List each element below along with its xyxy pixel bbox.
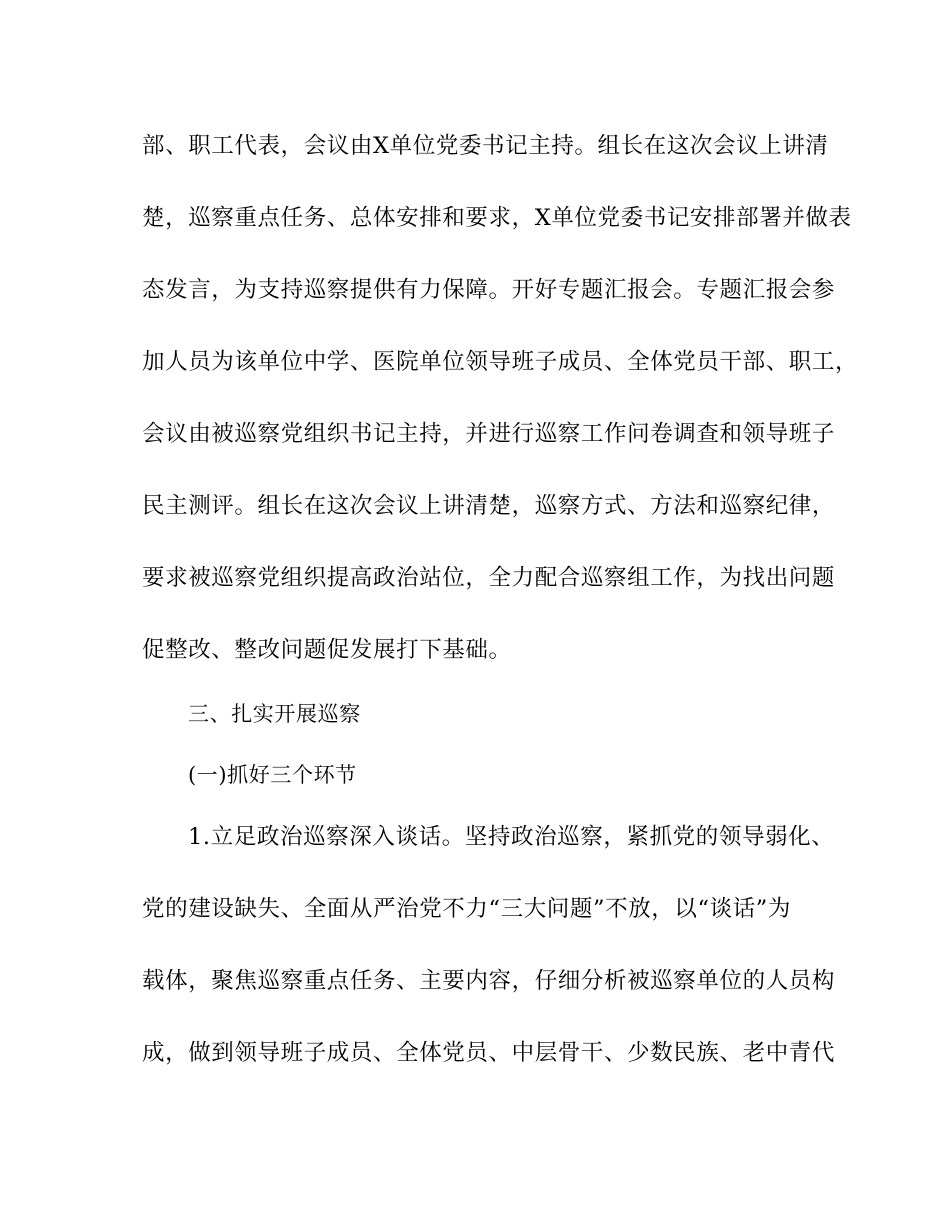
paragraph-line: 民主测评。组长在这次会议上讲清楚，巡察方式、方法和巡察纪律， <box>142 493 836 519</box>
subsection-heading: (一)抓好三个环节 <box>188 763 357 787</box>
paragraph-line: 部、职工代表，会议由X单位党委书记主持。组长在这次会议上讲清 <box>142 133 829 159</box>
paragraph-line: 要求被巡察党组织提高政治站位，全力配合巡察组工作，为找出问题 <box>142 565 836 591</box>
paragraph-line: 加人员为该单位中学、医院单位领导班子成员、全体党员干部、职工， <box>142 349 859 375</box>
paragraph-line: 会议由被巡察党组织书记主持，并进行巡察工作问卷调查和领导班子 <box>142 421 836 447</box>
paragraph-line: 1.立足政治巡察深入谈话。坚持政治巡察，紧抓党的领导弱化、 <box>188 824 835 850</box>
paragraph-line: 态发言，为支持巡察提供有力保障。开好专题汇报会。专题汇报会参 <box>142 277 836 303</box>
paragraph-line: 党的建设缺失、全面从严治党不力“三大问题”不放，以“谈话”为 <box>142 896 792 922</box>
paragraph-line: 促整改、整改问题促发展打下基础。 <box>142 637 512 663</box>
paragraph-line: 成，做到领导班子成员、全体党员、中层骨干、少数民族、老中青代 <box>142 1040 836 1066</box>
section-heading: 三、扎实开展巡察 <box>188 702 361 726</box>
paragraph-line: 楚，巡察重点任务、总体安排和要求，X单位党委书记安排部署并做表 <box>142 205 852 231</box>
paragraph-line: 载体，聚焦巡察重点任务、主要内容，仔细分析被巡察单位的人员构 <box>142 968 836 994</box>
